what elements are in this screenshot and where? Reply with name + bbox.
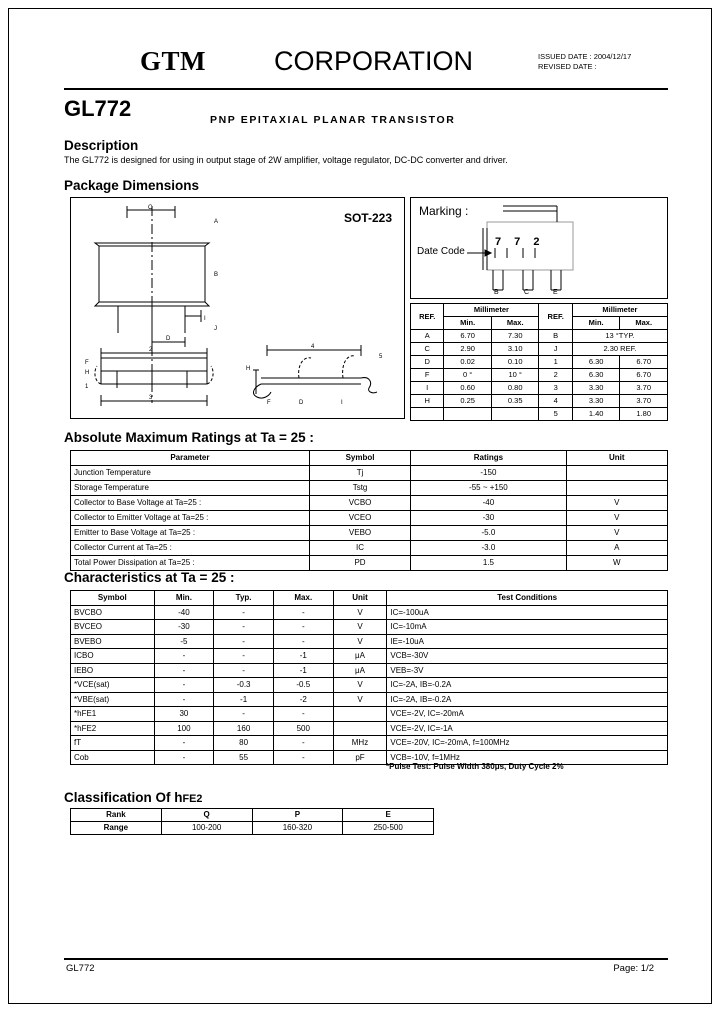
pin-label-b: B (494, 289, 499, 296)
dim-max: 6.70 (620, 356, 668, 369)
cell-min: -5 (154, 634, 214, 649)
cell-unit: μA (333, 649, 387, 664)
document-dates (538, 52, 631, 72)
col-min-right: Min. (572, 317, 620, 330)
dim-max: 0.10 (491, 356, 539, 369)
dim-ref: 5 (539, 408, 572, 421)
col-ref-left: REF. (411, 304, 444, 330)
svg-text:A: A (214, 219, 219, 225)
cell-min: - (154, 692, 214, 707)
table-row (71, 721, 668, 736)
dim-min: 1.40 (572, 408, 620, 421)
svg-text:B: B (214, 272, 219, 278)
col-min-left: Min. (444, 317, 492, 330)
dim-min: 6.70 (444, 330, 492, 343)
col-millimeter-left: Millimeter (444, 304, 539, 317)
dim-max (491, 408, 539, 421)
cell-symbol: BVCEO (71, 620, 155, 635)
cell-symbol: *hFE1 (71, 707, 155, 722)
dim-min: 2.90 (444, 343, 492, 356)
dim-span: 2.30 REF. (572, 343, 667, 356)
cell-max: 500 (273, 721, 333, 736)
cell-max: -1 (273, 649, 333, 664)
table-row (71, 663, 668, 678)
table-row (71, 750, 668, 765)
dim-min: 0 ° (444, 369, 492, 382)
footer-divider (64, 958, 668, 960)
cell-symbol: *hFE2 (71, 721, 155, 736)
table-header-row (71, 809, 434, 822)
cell-min: -40 (154, 605, 214, 620)
table-row (71, 678, 668, 693)
dim-ref (411, 408, 444, 421)
table-row (411, 343, 668, 356)
svg-text:2: 2 (149, 347, 153, 353)
col-typ: Typ. (214, 591, 274, 606)
rank-p: P (252, 809, 343, 822)
cell-unit: V (333, 678, 387, 693)
cell-max: - (273, 707, 333, 722)
cell-symbol: BVEBO (71, 634, 155, 649)
package-drawing-box (70, 197, 405, 419)
cell-ratings: -150 (411, 466, 566, 481)
svg-text:C: C (148, 205, 153, 211)
cell-typ: - (214, 605, 274, 620)
cell-typ: - (214, 634, 274, 649)
cell-test-condition: IC=-10mA (387, 620, 668, 635)
cell-max: -0.5 (273, 678, 333, 693)
company-logo-text: GTM (140, 46, 206, 76)
document-header (64, 44, 668, 86)
cell-min: 30 (154, 707, 214, 722)
cell-typ: - (214, 663, 274, 678)
description-heading: Description (64, 138, 139, 153)
description-text: The GL772 is designed for using in output stage of 2W amplifier, voltage regulator, DC-DC converter and driver. (64, 155, 508, 165)
range-q: 100-200 (161, 822, 252, 835)
package-dimension-table (410, 303, 668, 421)
col-min: Min. (154, 591, 214, 606)
dim-ref: F (411, 369, 444, 382)
cell-parameter: Collector to Emitter Voltage at Ta=25 : (71, 511, 310, 526)
cell-min: -30 (154, 620, 214, 635)
marking-digits: 7 7 2 (495, 236, 545, 248)
col-ratings: Ratings (411, 451, 566, 466)
table-row (71, 634, 668, 649)
col-max: Max. (273, 591, 333, 606)
col-parameter: Parameter (71, 451, 310, 466)
page-title: GL772 (64, 96, 132, 121)
cell-unit: V (333, 620, 387, 635)
col-ref-right: REF. (539, 304, 572, 330)
dim-max: 6.70 (620, 369, 668, 382)
pin-label-c: C (524, 289, 530, 296)
dim-min: 0.02 (444, 356, 492, 369)
range-e: 250-500 (343, 822, 434, 835)
col-unit: Unit (566, 451, 668, 466)
marking-title: Marking : (419, 204, 469, 218)
cell-symbol: VCBO (309, 496, 410, 511)
dim-ref: 3 (539, 382, 572, 395)
cell-symbol: fT (71, 736, 155, 751)
cell-symbol: VCEO (309, 511, 410, 526)
table-row (71, 822, 434, 835)
cell-symbol: *VBE(sat) (71, 692, 155, 707)
characteristics-table (70, 590, 668, 765)
cell-parameter: Emitter to Base Voltage at Ta=25 : (71, 526, 310, 541)
table-row (411, 395, 668, 408)
absolute-maximum-ratings-table (70, 450, 668, 571)
cell-parameter: Collector Current at Ta=25 : (71, 541, 310, 556)
svg-text:4: 4 (311, 344, 315, 350)
dim-max: 3.10 (491, 343, 539, 356)
col-symbol: Symbol (309, 451, 410, 466)
cell-typ: - (214, 707, 274, 722)
package-dimensions-heading: Package Dimensions (64, 178, 200, 193)
cell-symbol: *VCE(sat) (71, 678, 155, 693)
cell-unit (566, 466, 668, 481)
table-row (71, 556, 668, 571)
cell-unit: V (566, 511, 668, 526)
cell-unit (566, 481, 668, 496)
svg-text:I: I (341, 400, 343, 406)
table-row (411, 356, 668, 369)
cell-max: - (273, 620, 333, 635)
cell-max: -2 (273, 692, 333, 707)
cell-unit: pF (333, 750, 387, 765)
dim-max: 10 ° (491, 369, 539, 382)
dim-ref: D (411, 356, 444, 369)
cell-ratings: -5.0 (411, 526, 566, 541)
cell-test-condition: VEB=-3V (387, 663, 668, 678)
cell-unit: V (333, 634, 387, 649)
table-row (71, 605, 668, 620)
col-symbol: Symbol (71, 591, 155, 606)
part-subtitle: PNP EPITAXIAL PLANAR TRANSISTOR (210, 114, 456, 126)
cell-test-condition: IE=-10uA (387, 634, 668, 649)
classification-heading-prefix: Classification Of h (64, 790, 183, 805)
cell-max: - (273, 634, 333, 649)
dim-min: 6.30 (572, 369, 620, 382)
svg-text:F: F (267, 400, 271, 406)
table-row (411, 382, 668, 395)
cell-ratings: -55 ~ +150 (411, 481, 566, 496)
cell-min: - (154, 663, 214, 678)
cell-test-condition: VCE=-20V, IC=-20mA, f=100MHz (387, 736, 668, 751)
svg-text:5: 5 (379, 354, 383, 360)
rank-e: E (343, 809, 434, 822)
svg-text:H: H (246, 366, 251, 372)
cell-ratings: 1.5 (411, 556, 566, 571)
issued-date: ISSUED DATE : 2004/12/17 (538, 52, 632, 61)
col-unit: Unit (333, 591, 387, 606)
cell-test-condition: VCE=-2V, IC=-20mA (387, 707, 668, 722)
svg-text:1: 1 (85, 384, 89, 390)
pulse-test-note: *Pulse Test: Pulse Width 380μs, Duty Cycle 2% (386, 762, 564, 771)
cell-parameter: Storage Temperature (71, 481, 310, 496)
cell-symbol: VEBO (309, 526, 410, 541)
cell-max: - (273, 736, 333, 751)
cell-min: - (154, 736, 214, 751)
table-row (411, 330, 668, 343)
package-name-label: SOT-223 (343, 211, 392, 225)
dim-span: 13 °TYP. (572, 330, 667, 343)
table-row (411, 408, 668, 421)
dim-min (444, 408, 492, 421)
footer-page-number: Page: 1/2 (613, 963, 654, 974)
cell-typ: 55 (214, 750, 274, 765)
cell-unit (333, 707, 387, 722)
marking-box (410, 197, 668, 299)
footer-part-number: GL772 (66, 963, 95, 974)
svg-text:D: D (166, 336, 171, 342)
cell-min: - (154, 750, 214, 765)
cell-typ: -1 (214, 692, 274, 707)
range-p: 160-320 (252, 822, 343, 835)
dim-min: 3.30 (572, 382, 620, 395)
header-divider (64, 88, 668, 90)
dim-ref: J (539, 343, 572, 356)
col-max-left: Max. (491, 317, 539, 330)
table-row (71, 526, 668, 541)
table-row (71, 736, 668, 751)
table-header-row (71, 451, 668, 466)
cell-parameter: Total Power Dissipation at Ta=25 : (71, 556, 310, 571)
cell-unit: W (566, 556, 668, 571)
dim-max: 1.80 (620, 408, 668, 421)
table-row (71, 692, 668, 707)
marking-diagram (411, 198, 667, 298)
package-outline-drawing (71, 198, 404, 418)
dim-min: 0.25 (444, 395, 492, 408)
svg-text:3: 3 (149, 395, 153, 401)
dim-max: 3.70 (620, 395, 668, 408)
table-row (71, 496, 668, 511)
abs-max-heading: Absolute Maximum Ratings at Ta = 25 : (64, 430, 314, 445)
cell-test-condition: VCE=-2V, IC=-1A (387, 721, 668, 736)
pin-label-e: E (553, 289, 558, 296)
dim-max: 0.80 (491, 382, 539, 395)
cell-unit: V (333, 692, 387, 707)
cell-test-condition: IC=-2A, IB=-0.2A (387, 678, 668, 693)
cell-min: - (154, 649, 214, 664)
cell-symbol: PD (309, 556, 410, 571)
col-max-right: Max. (620, 317, 668, 330)
cell-unit: MHz (333, 736, 387, 751)
table-row (71, 466, 668, 481)
cell-typ: 80 (214, 736, 274, 751)
table-row (71, 511, 668, 526)
classification-heading-suffix: FE2 (182, 793, 203, 805)
cell-test-condition: VCB=-30V (387, 649, 668, 664)
date-code-label: Date Code (417, 246, 465, 257)
cell-symbol: ICBO (71, 649, 155, 664)
table-row (71, 481, 668, 496)
cell-parameter: Collector to Base Voltage at Ta=25 : (71, 496, 310, 511)
cell-unit: μA (333, 663, 387, 678)
cell-symbol: Tstg (309, 481, 410, 496)
dim-min: 6.30 (572, 356, 620, 369)
cell-unit: V (333, 605, 387, 620)
cell-symbol: IC (309, 541, 410, 556)
table-row (71, 620, 668, 635)
cell-max: -1 (273, 663, 333, 678)
classification-heading (64, 790, 202, 805)
table-row (411, 369, 668, 382)
cell-typ: - (214, 649, 274, 664)
table-row (71, 707, 668, 722)
cell-parameter: Junction Temperature (71, 466, 310, 481)
cell-symbol: BVCBO (71, 605, 155, 620)
cell-symbol: Tj (309, 466, 410, 481)
dim-ref: 4 (539, 395, 572, 408)
cell-test-condition: IC=-100uA (387, 605, 668, 620)
svg-text:F: F (85, 360, 89, 366)
cell-max: - (273, 605, 333, 620)
dim-min: 3.30 (572, 395, 620, 408)
dim-ref: B (539, 330, 572, 343)
dim-ref: C (411, 343, 444, 356)
dim-min: 0.60 (444, 382, 492, 395)
dim-max: 7.30 (491, 330, 539, 343)
cell-ratings: -3.0 (411, 541, 566, 556)
svg-text:J: J (214, 326, 217, 332)
col-rank: Rank (71, 809, 162, 822)
svg-text:H: H (85, 370, 90, 376)
dim-max: 0.35 (491, 395, 539, 408)
table-row (71, 541, 668, 556)
cell-min: - (154, 678, 214, 693)
dim-max: 3.70 (620, 382, 668, 395)
cell-unit: V (566, 496, 668, 511)
cell-max: - (273, 750, 333, 765)
cell-symbol: Cob (71, 750, 155, 765)
table-header-row (71, 591, 668, 606)
dim-ref: A (411, 330, 444, 343)
cell-typ: - (214, 620, 274, 635)
cell-unit: A (566, 541, 668, 556)
col-test-conditions: Test Conditions (387, 591, 668, 606)
col-millimeter-right: Millimeter (572, 304, 667, 317)
characteristics-heading: Characteristics at Ta = 25 : (64, 570, 235, 585)
cell-typ: -0.3 (214, 678, 274, 693)
dim-ref: I (411, 382, 444, 395)
revised-date: REVISED DATE : (538, 62, 597, 71)
cell-ratings: -30 (411, 511, 566, 526)
dim-ref: 1 (539, 356, 572, 369)
cell-test-condition: VCB=-10V, f=1MHz (387, 750, 668, 765)
dim-ref: H (411, 395, 444, 408)
cell-ratings: -40 (411, 496, 566, 511)
cell-test-condition: IC=-2A, IB=-0.2A (387, 692, 668, 707)
svg-text:D: D (299, 400, 304, 406)
dim-ref: 2 (539, 369, 572, 382)
rank-q: Q (161, 809, 252, 822)
cell-unit (333, 721, 387, 736)
cell-typ: 160 (214, 721, 274, 736)
cell-min: 100 (154, 721, 214, 736)
classification-table (70, 808, 434, 835)
row-range-label: Range (71, 822, 162, 835)
table-header-row (411, 304, 668, 317)
svg-text:I: I (204, 316, 206, 322)
cell-unit: V (566, 526, 668, 541)
company-name: CORPORATION (274, 46, 474, 76)
cell-symbol: IEBO (71, 663, 155, 678)
table-row (71, 649, 668, 664)
